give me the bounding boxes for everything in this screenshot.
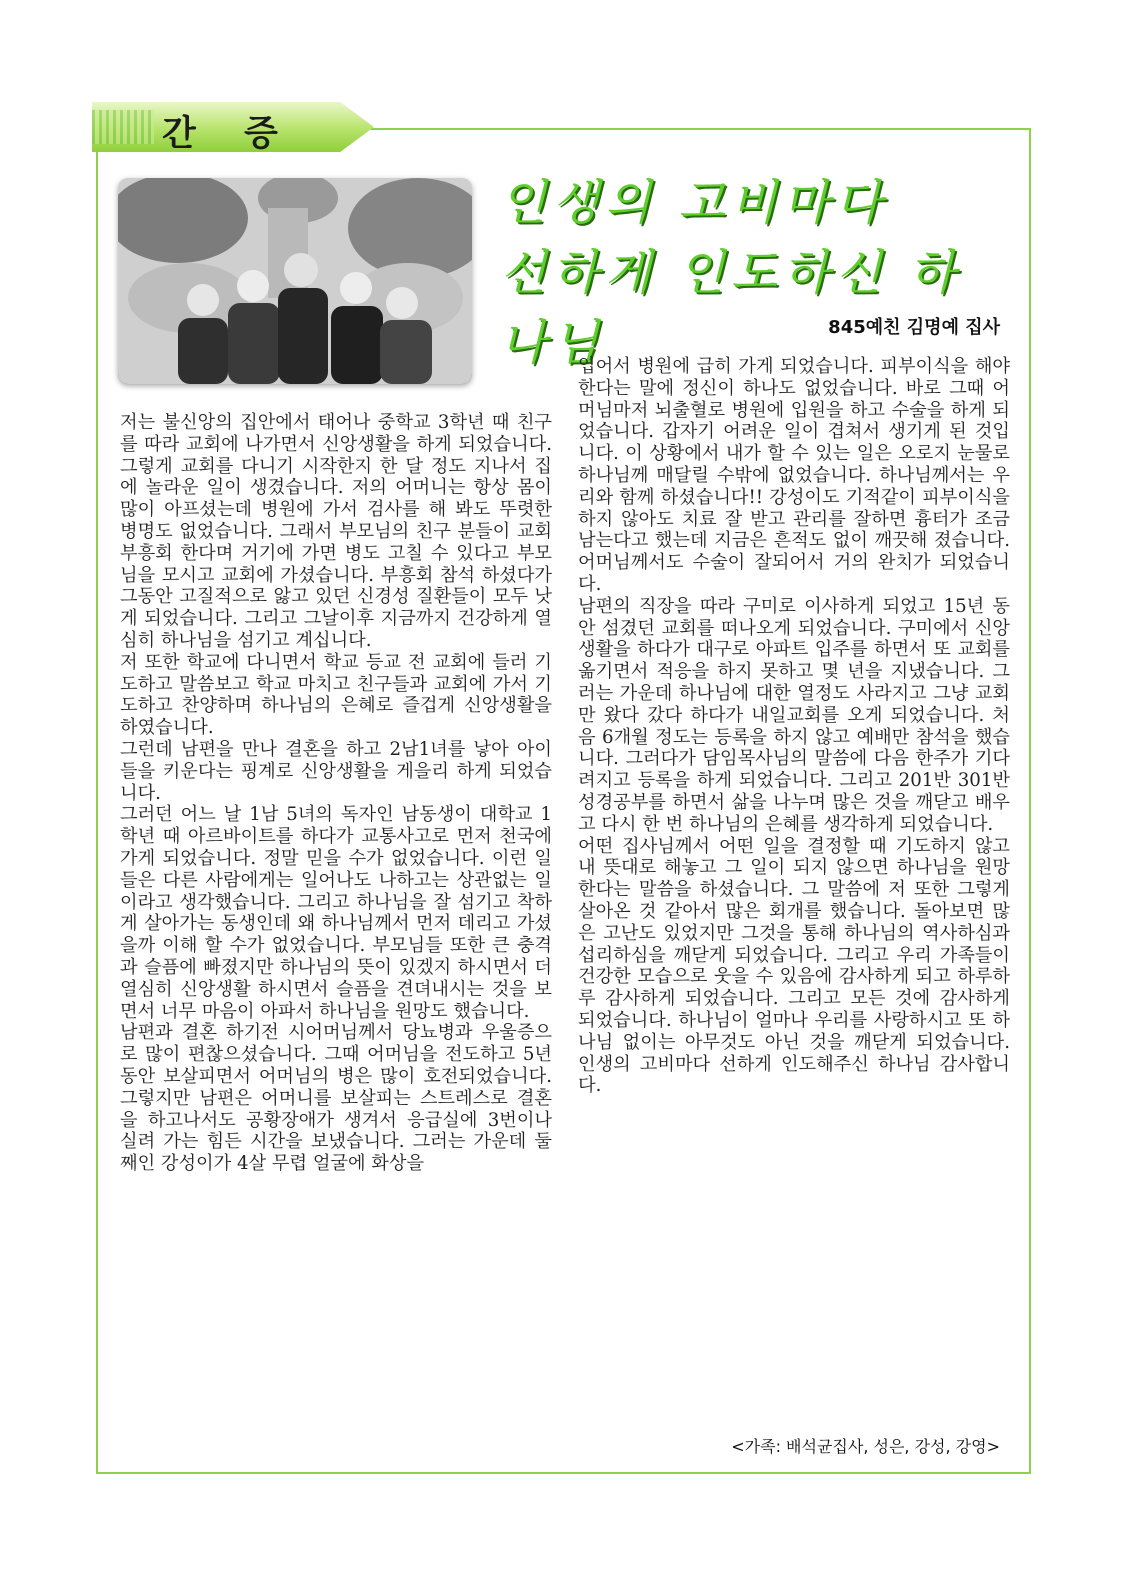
body-column-left	[120, 412, 552, 1175]
section-tab	[92, 102, 374, 152]
paragraph: 그런데 남편을 만나 결혼을 하고 2남1녀를 낳아 아이들을 키운다는 핑계로 신앙생활을 게을리 하게 되었습니다.	[120, 738, 552, 804]
paragraph: 남편과 결혼 하기전 시어머님께서 당뇨병과 우울증으로 많이 편찮으셨습니다. 그때 어머님을 전도하고 5년 동안 보살피면서 어머님의 병은 많이 호전되었습니다. 그렇지만 남편은 어머니를 보살피는 스트레스로 결혼을 하고나서도 공황장애가 생겨서 응급실에 3번이나 실려 가는 힘든 시간을 보냈습니다. 그러는 가운데 둘째인 강성이가 4살 무렵 얼굴에 화상을	[120, 1022, 552, 1175]
paragraph: 어떤 집사님께서 어떤 일을 결정할 때 기도하지 않고 내 뜻대로 해놓고 그 일이 되지 않으면 하나님을 원망한다는 말씀을 하셨습니다. 그 말씀에 저 또한 그렇게 살아온 것 같아서 많은 회개를 했습니다. 돌아보면 많은 고난도 있었지만 그것을 통해 하나님의 역사하심과 섭리하심을 깨닫게 되었습니다. 그리고 우리 가족들이 건강한 모습으로 웃을 수 있음에 감사하게 되고 하루하루 감사하게 되었습니다. 그리고 모든 것에 감사하게 되었습니다. 하나님이 얼마나 우리를 사랑하시고 또 하나님 없이는 아무것도 아닌 것을 깨닫게 되었습니다. 인생의 고비마다 선하게 인도해주신 하나님 감사합니다.	[578, 835, 1010, 1097]
family-note: <가족: 배석균집사, 성은, 강성, 강영>	[731, 1437, 1000, 1456]
section-tab-decoration	[92, 110, 154, 144]
section-label: 간 증	[162, 114, 296, 154]
paragraph: 입어서 병원에 급히 가게 되었습니다. 피부이식을 해야 한다는 말에 정신이 하나도 없었습니다. 바로 그때 어머님마저 뇌출혈로 병원에 입원을 하고 수술을 하게 되었습니다. 갑자기 어려운 일이 겹쳐서 생기게 된 것입니다. 이 상황에서 내가 할 수 있는 일은 오로지 눈물로 하나님께 매달릴 수밖에 없었습니다. 하나님께서는 우리와 함께 하셨습니다!! 강성이도 기적같이 피부이식을 하지 않아도 치료 잘 받고 관리를 잘하면 흉터가 조금 남는다고 했는데 지금은 흔적도 없이 깨끗해 졌습니다. 어머님께서도 수술이 잘되어서 거의 완치가 되었습니다.	[578, 356, 1010, 595]
paragraph: 그러던 어느 날 1남 5녀의 독자인 남동생이 대학교 1학년 때 아르바이트를 하다가 교통사고로 먼저 천국에 가게 되었습니다. 정말 믿을 수가 없었습니다. 이런 일들은 다른 사람에게는 일어나도 나하고는 상관없는 일이라고 생각했습니다. 그리고 하나님을 잘 섬기고 착하게 살아가는 동생인데 왜 하나님께서 먼저 데리고 가셨을까 이해 할 수가 없었습니다. 부모님들 또한 큰 충격과 슬픔에 빠졌지만 하나님의 뜻이 있겠지 하시면서 더 열심히 신앙생활 하시면서 슬픔을 견뎌내시는 것을 보면서 너무 마음이 아파서 하나님을 원망도 했습니다.	[120, 804, 552, 1022]
paragraph: 남편의 직장을 따라 구미로 이사하게 되었고 15년 동안 섬겼던 교회를 떠나오게 되었습니다. 구미에서 신앙생활을 하다가 대구로 아파트 입주를 하면서 또 교회를 옮기면서 적응을 하지 못하고 몇 년을 지냈습니다. 그러는 가운데 하나님에 대한 열정도 사라지고 그냥 교회만 왔다 갔다 하다가 내일교회를 오게 되었습니다. 처음 6개월 정도는 등록을 하지 않고 예배만 참석을 했습니다. 그러다가 담임목사님의 말씀에 다음 한주가 기다려지고 등록을 하게 되었습니다. 그리고 201반 301반 성경공부를 하면서 삶을 나누며 많은 것을 깨닫고 배우고 다시 한 번 하나님의 은혜를 생각하게 되었습니다.	[578, 595, 1010, 835]
paragraph: 저 또한 학교에 다니면서 학교 등교 전 교회에 들러 기도하고 말씀보고 학교 마치고 친구들과 교회에 가서 기도하고 찬양하며 하나님의 은혜로 즐겁게 신앙생활을 하였습니다.	[120, 651, 552, 739]
article-title	[500, 168, 970, 378]
family-photo-image	[118, 178, 472, 384]
title-line-2: 선하게 인도하신 하나님	[500, 245, 962, 371]
body-column-right	[578, 356, 1010, 1097]
family-photo	[118, 178, 472, 384]
title-line-1: 인생의 고비마다	[500, 175, 888, 231]
paragraph: 저는 불신앙의 집안에서 태어나 중학교 3학년 때 친구를 따라 교회에 나가면서 신앙생활을 하게 되었습니다. 그렇게 교회를 다니기 시작한지 한 달 정도 지나서 집에 놀라운 일이 생겼습니다. 저의 어머니는 항상 몸이 많이 아프셨는데 병원에 가서 검사를 해 봐도 뚜렷한 병명도 없었습니다. 그래서 부모님의 친구 분들이 교회 부흥회 한다며 거기에 가면 병도 고칠 수 있다고 부모님을 모시고 교회에 가셨습니다. 부흥회 참석 하셨다가 그동안 고질적으로 앓고 있던 신경성 질환들이 모두 낫게 되었습니다. 그리고 그날이후 지금까지 건강하게 열심히 하나님을 섬기고 계십니다.	[120, 412, 552, 651]
author-byline: 845예친 김명예 집사	[828, 317, 1000, 338]
